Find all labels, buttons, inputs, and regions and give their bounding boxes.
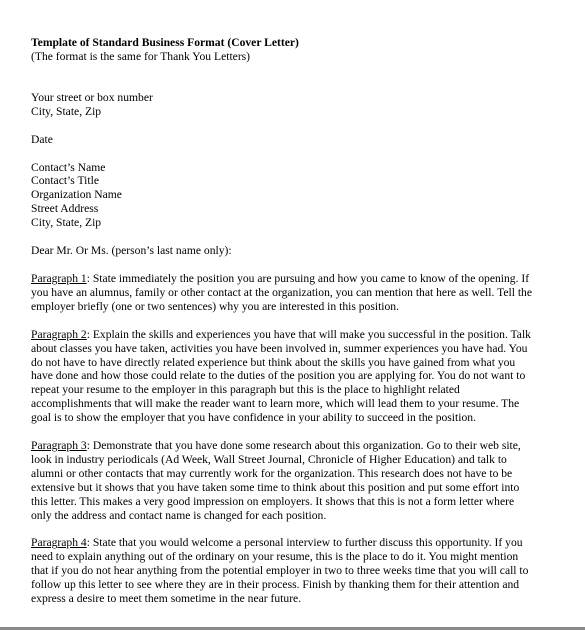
paragraph-line: you have an alumnus, family or other contact at the organization, you can mention that here as well. Tell the: [31, 285, 532, 299]
recipient-organization: Organization Name: [31, 188, 122, 202]
sender-address: [31, 91, 555, 119]
document-title: Template of Standard Business Format (Cover Letter): [31, 36, 299, 49]
recipient-block: [31, 161, 555, 231]
sender-street: Your street or box number: [31, 90, 153, 104]
paragraph-1: [31, 272, 555, 314]
salutation-block: [31, 244, 555, 258]
paragraph-line: only the address and contact name is changed for each position.: [31, 508, 327, 522]
paragraph-label: Paragraph 1: [31, 271, 87, 285]
recipient-street: Street Address: [31, 202, 99, 216]
paragraph-line: follow up this letter to see where they are in their process. Finish by thanking them for their attention and: [31, 578, 520, 592]
paragraph-line: Paragraph 4: State that you would welcome a personal interview to further discuss this opportunity. If you: [31, 536, 523, 550]
paragraph-line: that if you do not hear anything from the potential employer in two to three weeks time that you will call to: [31, 564, 529, 578]
document-subtitle: (The format is the same for Thank You Letters): [31, 49, 251, 63]
salutation: Dear Mr. Or Ms. (person’s last name only):: [31, 244, 232, 258]
date-line: Date: [31, 132, 53, 146]
paragraph-2: [31, 328, 555, 425]
document-header: [31, 36, 555, 64]
paragraph-label: Paragraph 4: [31, 536, 87, 550]
paragraph-label: Paragraph 2: [31, 327, 87, 341]
paragraph-line: Paragraph 2: Explain the skills and experiences you have that will make you successful in the position. Talk: [31, 327, 531, 341]
paragraph-line: do not have to have directly related experience but think about the skills you have gained from what you: [31, 355, 516, 369]
recipient-contact-name: Contact’s Name: [31, 160, 106, 174]
paragraph-line: need to explain anything out of the ordinary on your resume, this is the place to do it. You might mention: [31, 550, 519, 564]
paragraph-4: [31, 536, 555, 606]
paragraph-line: repeat your resume to the employer in this paragraph but this is the place to highlight related: [31, 383, 460, 397]
paragraph-line: Paragraph 3: Demonstrate that you have done some research about this organization. Go to their web site,: [31, 439, 521, 453]
paragraph-3: [31, 439, 555, 522]
paragraph-line: have done and how those could relate to the duties of the position you are applying for. You do not want to: [31, 369, 526, 383]
date-block: [31, 133, 555, 147]
recipient-contact-title: Contact’s Title: [31, 174, 99, 188]
paragraph-line: this letter. This makes a very good impression on employers. It shows that this is not a form letter where: [31, 494, 515, 508]
sender-city-state-zip: City, State, Zip: [31, 104, 102, 118]
recipient-city-state-zip: City, State, Zip: [31, 216, 102, 230]
paragraph-line: about classes you have taken, activities you have been involved in, summer experiences you have had. You: [31, 341, 528, 355]
paragraph-line: look in industry periodicals (Ad Week, Wall Street Journal, Chronicle of Higher Education) and talk to: [31, 452, 507, 466]
paragraph-line: extensive but it shows that you have taken some time to think about this position and put some effort into: [31, 480, 520, 494]
paragraph-line: accomplishments that will make the reader want to learn more, which will lead them to your resume. The: [31, 397, 520, 411]
paragraph-line: employer briefly (one or two sentences) why you are interested in this position.: [31, 299, 400, 313]
paragraph-label: Paragraph 3: [31, 439, 87, 453]
paragraph-line: express a desire to meet them sometime in the near future.: [31, 592, 302, 606]
paragraph-line: goal is to show the employer that you have confidence in your ability to succeed in the position.: [31, 411, 476, 425]
paragraph-line: Paragraph 1: State immediately the position you are pursuing and how you came to know of the opening. If: [31, 271, 530, 285]
paragraph-line: alumni or other contacts that may currently work for the organization. This research does not have to be: [31, 466, 513, 480]
